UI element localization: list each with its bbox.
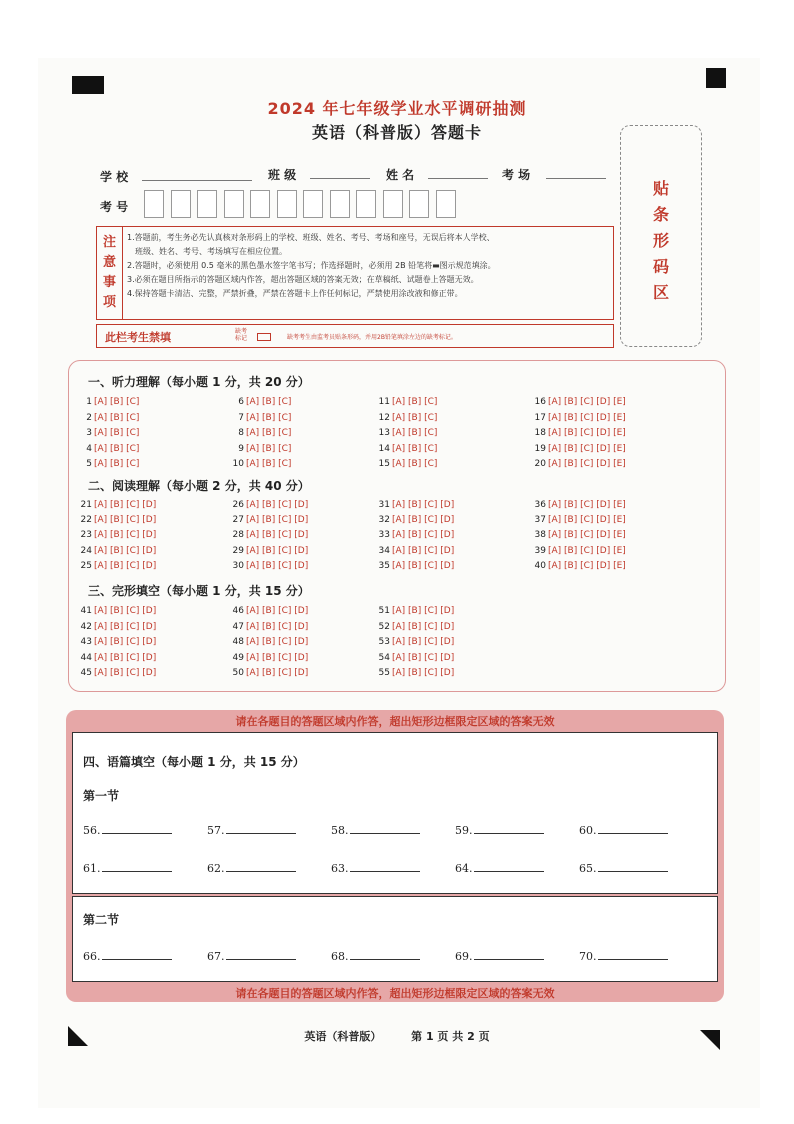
question-number: 54: [378, 652, 390, 663]
exam-room-label: 考 场: [502, 168, 531, 182]
banner-warning-top: 请在各题目的答题区域内作答，超出矩形边框限定区域的答案无效: [235, 715, 555, 728]
question-number: 9: [238, 443, 244, 454]
question-number: 35: [378, 560, 390, 571]
exam-room-field[interactable]: [546, 164, 606, 179]
question-18[interactable]: [532, 428, 626, 438]
question-11[interactable]: [376, 397, 437, 407]
answer-options[interactable]: [A] [B] [C]: [246, 443, 292, 454]
blank-line[interactable]: [226, 861, 296, 872]
blank-line[interactable]: [474, 949, 544, 960]
question-number: 36: [534, 500, 546, 510]
part1-label: 第一节: [83, 789, 120, 803]
answer-options[interactable]: [A] [B] [C] [D]: [94, 530, 157, 541]
answer-options[interactable]: [A] [B] [C] [D]: [392, 515, 455, 526]
question-number: 12: [378, 412, 390, 423]
answer-options[interactable]: [A] [B] [C]: [392, 459, 438, 469]
blank-number: 60.: [579, 824, 597, 837]
question-number: 53: [378, 637, 390, 647]
answer-options[interactable]: [A] [B] [C]: [246, 428, 292, 438]
banner-warning-bottom: 请在各题目的答题区域内作答，超出矩形边框限定区域的答案无效: [235, 987, 555, 1000]
question-number: 1: [86, 397, 92, 407]
question-37[interactable]: [532, 515, 626, 525]
answer-options[interactable]: [A] [B] [C] [D]: [94, 668, 157, 678]
absent-mark-box[interactable]: [257, 333, 271, 341]
question-55[interactable]: [376, 668, 454, 678]
section-listening-title: 一、听力理解（每小题 1 分，共 20 分）: [88, 375, 310, 389]
absent-note: 缺考考生由监考员贴条形码，并用2B铅笔填涂左边的缺考标记。: [287, 334, 457, 341]
section-reading-title: 二、阅读理解（每小题 2 分，共 40 分）: [88, 479, 310, 493]
answer-options[interactable]: [A] [B] [C] [D]: [94, 500, 157, 510]
question-number: 45: [80, 668, 92, 678]
question-48[interactable]: [230, 637, 308, 647]
question-number: 26: [232, 500, 244, 510]
question-45[interactable]: [78, 668, 156, 678]
fill-blank[interactable]: [331, 949, 420, 963]
answer-options[interactable]: [A] [B] [C] [D]: [392, 500, 455, 510]
question-number: 5: [86, 459, 92, 469]
question-number: 7: [238, 412, 244, 423]
question-number: 17: [534, 412, 546, 423]
question-6[interactable]: [230, 397, 291, 407]
question-number: 11: [378, 397, 390, 407]
staff-only-row: [96, 324, 614, 348]
answer-options[interactable]: [A] [B] [C]: [392, 397, 438, 407]
fill-blank[interactable]: [207, 823, 296, 837]
fill-blank[interactable]: [83, 949, 172, 963]
question-number: 22: [80, 515, 92, 526]
question-number: 19: [534, 443, 546, 454]
question-number: 14: [378, 443, 390, 454]
answer-options[interactable]: [A] [B] [C] [D]: [246, 637, 309, 647]
exam-no-digit-box[interactable]: [144, 190, 164, 218]
question-number: 15: [378, 459, 390, 469]
answer-options[interactable]: [A] [B] [C] [D]: [94, 560, 157, 571]
question-number: 25: [80, 560, 92, 571]
question-22[interactable]: [78, 515, 156, 525]
answer-options[interactable]: [A] [B] [C] [D]: [392, 606, 455, 616]
fill-blank[interactable]: [455, 823, 544, 837]
exam-no-digit-box[interactable]: [303, 190, 323, 218]
question-20[interactable]: [532, 459, 626, 469]
blank-line[interactable]: [102, 861, 172, 872]
answer-options[interactable]: [A] [B] [C] [D]: [94, 606, 157, 616]
question-number: 38: [534, 530, 546, 541]
question-number: 27: [232, 515, 244, 526]
exam-no-digit-box[interactable]: [330, 190, 350, 218]
answer-options[interactable]: [A] [B] [C] [D]: [246, 530, 309, 541]
answer-options[interactable]: [A] [B] [C] [D]: [94, 637, 157, 647]
footer-page: 第 1 页 共 2 页: [411, 1030, 490, 1043]
question-13[interactable]: [376, 428, 437, 438]
answer-options[interactable]: [A] [B] [C] [D]: [246, 560, 309, 571]
question-26[interactable]: [230, 500, 308, 510]
blank-number: 65.: [579, 862, 597, 875]
question-number: 33: [378, 530, 390, 541]
answer-options[interactable]: [A] [B] [C] [D]: [392, 668, 455, 678]
question-number: 48: [232, 637, 244, 647]
question-number: 16: [534, 397, 546, 407]
question-25[interactable]: [78, 561, 156, 571]
question-number: 21: [80, 500, 92, 510]
answer-options[interactable]: [A] [B] [C] [D] [E]: [548, 560, 626, 571]
question-8[interactable]: [230, 428, 291, 438]
answer-options[interactable]: [A] [B] [C]: [94, 397, 140, 407]
exam-no-digit-box[interactable]: [224, 190, 244, 218]
question-number: 52: [378, 621, 390, 632]
question-31[interactable]: [376, 500, 454, 510]
sticker-char: 贴: [652, 179, 669, 198]
question-35[interactable]: [376, 561, 454, 571]
question-1[interactable]: [78, 397, 139, 407]
question-27[interactable]: [230, 515, 308, 525]
answer-options[interactable]: [A] [B] [C]: [392, 443, 438, 454]
question-14[interactable]: [376, 444, 437, 454]
fill-blank[interactable]: [207, 949, 296, 963]
exam-no-digit-box[interactable]: [277, 190, 297, 218]
question-30[interactable]: [230, 561, 308, 571]
blank-line[interactable]: [226, 949, 296, 960]
blank-line[interactable]: [598, 861, 668, 872]
corner-mark-top-left: [72, 76, 104, 94]
question-number: 31: [378, 500, 390, 510]
answer-options[interactable]: [A] [B] [C]: [246, 412, 292, 423]
question-39[interactable]: [532, 546, 626, 556]
answer-options[interactable]: [A] [B] [C] [D]: [246, 515, 309, 526]
answer-options[interactable]: [A] [B] [C]: [94, 459, 140, 469]
answer-options[interactable]: [A] [B] [C] [D]: [246, 668, 309, 678]
question-number: 18: [534, 428, 546, 438]
answer-options[interactable]: [A] [B] [C]: [392, 412, 438, 423]
answer-options[interactable]: [A] [B] [C]: [392, 428, 438, 438]
exam-no-digit-box[interactable]: [436, 190, 456, 218]
question-54[interactable]: [376, 653, 454, 663]
exam-no-digit-box[interactable]: [171, 190, 191, 218]
answer-options[interactable]: [A] [B] [C] [D]: [94, 652, 157, 663]
question-9[interactable]: [230, 444, 291, 454]
question-number: 46: [232, 606, 244, 616]
answer-options[interactable]: [A] [B] [C]: [246, 459, 292, 469]
question-3[interactable]: [78, 428, 139, 438]
sticker-char: 形: [652, 231, 669, 250]
question-38[interactable]: [532, 530, 626, 540]
question-number: 13: [378, 428, 390, 438]
question-number: 32: [378, 515, 390, 526]
question-46[interactable]: [230, 606, 308, 616]
answer-options[interactable]: [A] [B] [C]: [94, 412, 140, 423]
question-17[interactable]: [532, 413, 626, 423]
school-label: 学 校: [100, 170, 129, 184]
exam-no-label: 考 号: [100, 200, 129, 214]
question-2[interactable]: [78, 413, 139, 423]
question-15[interactable]: [376, 459, 437, 469]
question-12[interactable]: [376, 413, 437, 423]
notice-heading: 注 意 事 项: [97, 227, 123, 319]
blank-line[interactable]: [350, 861, 420, 872]
answer-options[interactable]: [A] [B] [C] [D]: [246, 621, 309, 632]
question-number: 10: [232, 459, 244, 469]
exam-no-digit-box[interactable]: [409, 190, 429, 218]
question-19[interactable]: [532, 444, 626, 454]
name-label: 姓 名: [386, 168, 415, 182]
answer-options[interactable]: [A] [B] [C] [D] [E]: [548, 397, 626, 407]
question-33[interactable]: [376, 530, 454, 540]
answer-options[interactable]: [A] [B] [C] [D]: [392, 621, 455, 632]
question-50[interactable]: [230, 668, 308, 678]
question-number: 40: [534, 560, 546, 571]
blank-number: 58.: [331, 824, 349, 837]
question-34[interactable]: [376, 546, 454, 556]
question-number: 51: [378, 606, 390, 616]
answer-options[interactable]: [A] [B] [C] [D]: [392, 637, 455, 647]
notice-box: [96, 226, 614, 320]
question-number: 6: [238, 397, 244, 407]
answer-options[interactable]: [A] [B] [C] [D]: [392, 652, 455, 663]
blank-number: 62.: [207, 862, 225, 875]
blank-number: 66.: [83, 950, 101, 963]
question-number: 8: [238, 428, 244, 438]
sticker-char: 码: [652, 257, 669, 276]
blank-number: 57.: [207, 824, 225, 837]
question-40[interactable]: [532, 561, 626, 571]
fill-blank[interactable]: [331, 861, 420, 875]
answer-options[interactable]: [A] [B] [C] [D] [E]: [548, 443, 626, 454]
sheet-title: 英语（科普版）答题卡: [311, 123, 482, 142]
blank-number: 59.: [455, 824, 473, 837]
part1-box: [72, 732, 718, 894]
question-number: 44: [80, 652, 92, 663]
exam-no-digit-box[interactable]: [383, 190, 403, 218]
question-32[interactable]: [376, 515, 454, 525]
answer-options[interactable]: [A] [B] [C] [D]: [94, 515, 157, 526]
question-28[interactable]: [230, 530, 308, 540]
answer-options[interactable]: [A] [B] [C] [D]: [246, 606, 309, 616]
answer-options[interactable]: [A] [B] [C] [D]: [246, 652, 309, 663]
question-number: 43: [80, 637, 92, 647]
section-cloze-title: 三、完形填空（每小题 1 分，共 15 分）: [88, 584, 310, 598]
question-number: 4: [86, 443, 92, 454]
fill-blank[interactable]: [455, 861, 544, 875]
answer-options[interactable]: [A] [B] [C] [D] [E]: [548, 515, 626, 526]
blank-line[interactable]: [474, 823, 544, 834]
footer-subject: 英语（科普版）: [304, 1030, 382, 1043]
question-5[interactable]: [78, 459, 139, 469]
blank-line[interactable]: [102, 949, 172, 960]
blank-line[interactable]: [350, 823, 420, 834]
question-47[interactable]: [230, 622, 308, 632]
question-number: 47: [232, 621, 244, 632]
staff-only-label: 此栏考生禁填: [105, 331, 171, 344]
question-number: 30: [232, 560, 244, 571]
school-field[interactable]: [142, 166, 252, 181]
question-number: 2: [86, 412, 92, 423]
question-number: 34: [378, 545, 390, 556]
blank-number: 67.: [207, 950, 225, 963]
exam-no-digit-box[interactable]: [356, 190, 376, 218]
blank-line[interactable]: [598, 949, 668, 960]
question-16[interactable]: [532, 397, 626, 407]
answer-options[interactable]: [A] [B] [C] [D]: [392, 530, 455, 541]
name-field[interactable]: [428, 164, 488, 179]
question-36[interactable]: [532, 500, 626, 510]
question-7[interactable]: [230, 413, 291, 423]
exam-no-digit-box[interactable]: [197, 190, 217, 218]
answer-options[interactable]: [A] [B] [C]: [246, 397, 292, 407]
fill-blank[interactable]: [83, 823, 172, 837]
fill-blank[interactable]: [579, 861, 668, 875]
section-fill-title: 四、语篇填空（每小题 1 分，共 15 分）: [83, 755, 305, 769]
fill-blank[interactable]: [455, 949, 544, 963]
question-10[interactable]: [230, 459, 291, 469]
blank-number: 68.: [331, 950, 349, 963]
fill-blank[interactable]: [331, 823, 420, 837]
blank-line[interactable]: [226, 823, 296, 834]
writing-area: [66, 710, 724, 1002]
blank-number: 69.: [455, 950, 473, 963]
answer-options[interactable]: [A] [B] [C] [D] [E]: [548, 545, 626, 556]
blank-number: 61.: [83, 862, 101, 875]
question-number: 50: [232, 668, 244, 678]
answer-options[interactable]: [A] [B] [C] [D] [E]: [548, 500, 626, 510]
part2-box: [72, 896, 718, 982]
question-number: 49: [232, 652, 244, 663]
answer-options[interactable]: [A] [B] [C] [D]: [392, 560, 455, 571]
question-number: 20: [534, 459, 546, 469]
barcode-sticker-area: [620, 125, 702, 347]
blank-line[interactable]: [350, 949, 420, 960]
sticker-char: 条: [652, 205, 669, 224]
fill-blank[interactable]: [207, 861, 296, 875]
corner-mark-top-right: [706, 68, 726, 88]
answer-options[interactable]: [A] [B] [C]: [94, 443, 140, 454]
page-footer: [0, 1028, 794, 1044]
question-42[interactable]: [78, 622, 156, 632]
question-number: 23: [80, 530, 92, 541]
question-23[interactable]: [78, 530, 156, 540]
question-52[interactable]: [376, 622, 454, 632]
question-49[interactable]: [230, 653, 308, 663]
answer-options[interactable]: [A] [B] [C] [D] [E]: [548, 530, 626, 541]
answer-options[interactable]: [A] [B] [C] [D]: [94, 621, 157, 632]
question-29[interactable]: [230, 546, 308, 556]
fill-blank[interactable]: [579, 949, 668, 963]
question-4[interactable]: [78, 444, 139, 454]
exam-no-digit-box[interactable]: [250, 190, 270, 218]
question-number: 37: [534, 515, 546, 526]
question-number: 41: [80, 606, 92, 616]
question-51[interactable]: [376, 606, 454, 616]
answer-options[interactable]: [A] [B] [C]: [94, 428, 140, 438]
exam-title: 2024 年七年级学业水平调研抽测: [267, 99, 527, 118]
blank-number: 70.: [579, 950, 597, 963]
question-44[interactable]: [78, 653, 156, 663]
answer-options[interactable]: [A] [B] [C] [D]: [246, 545, 309, 556]
answer-options[interactable]: [A] [B] [C] [D]: [94, 545, 157, 556]
answer-options[interactable]: [A] [B] [C] [D] [E]: [548, 459, 626, 469]
question-24[interactable]: [78, 546, 156, 556]
question-number: 3: [86, 428, 92, 438]
class-label: 班 级: [268, 168, 297, 182]
blank-number: 64.: [455, 862, 473, 875]
answer-options[interactable]: [A] [B] [C] [D]: [246, 500, 309, 510]
question-number: 29: [232, 545, 244, 556]
fill-blank[interactable]: [579, 823, 668, 837]
notice-text: 1.答题前，考生务必先认真核对条形码上的学校、班级、姓名、考号、考场和座号，无误后将本人学校、 班级、姓名、考号、考场填写在相应位置。 2.答题时，必须使用 0.5 毫米的黑色墨水签字笔书写；作选择题时，必须用 2B 铅笔将▬图示规范填涂。 3.必须在题目所指示的答题区域内作答，超出答题区域的答案无效；在草稿纸、试题卷上答题无效。 4.保持答题卡清洁、完整，严禁折叠，严禁在答题卡上作任何标记，严禁使用涂改液和修正带。: [127, 233, 496, 298]
blank-number: 56.: [83, 824, 101, 837]
answer-options[interactable]: [A] [B] [C] [D] [E]: [548, 412, 626, 423]
question-53[interactable]: [376, 637, 454, 647]
blank-number: 63.: [331, 862, 349, 875]
question-number: 28: [232, 530, 244, 541]
question-41[interactable]: [78, 606, 156, 616]
question-number: 24: [80, 545, 92, 556]
blank-line[interactable]: [474, 861, 544, 872]
part2-label: 第二节: [83, 913, 120, 927]
blank-line[interactable]: [102, 823, 172, 834]
question-number: 55: [378, 668, 390, 678]
fill-blank[interactable]: [83, 861, 172, 875]
absent-label: 缺考 标记: [235, 328, 248, 342]
question-number: 39: [534, 545, 546, 556]
sticker-char: 区: [652, 283, 669, 302]
class-field[interactable]: [310, 164, 370, 179]
question-21[interactable]: [78, 500, 156, 510]
answer-options[interactable]: [A] [B] [C] [D]: [392, 545, 455, 556]
answer-options[interactable]: [A] [B] [C] [D] [E]: [548, 428, 626, 438]
question-number: 42: [80, 621, 92, 632]
question-43[interactable]: [78, 637, 156, 647]
blank-line[interactable]: [598, 823, 668, 834]
